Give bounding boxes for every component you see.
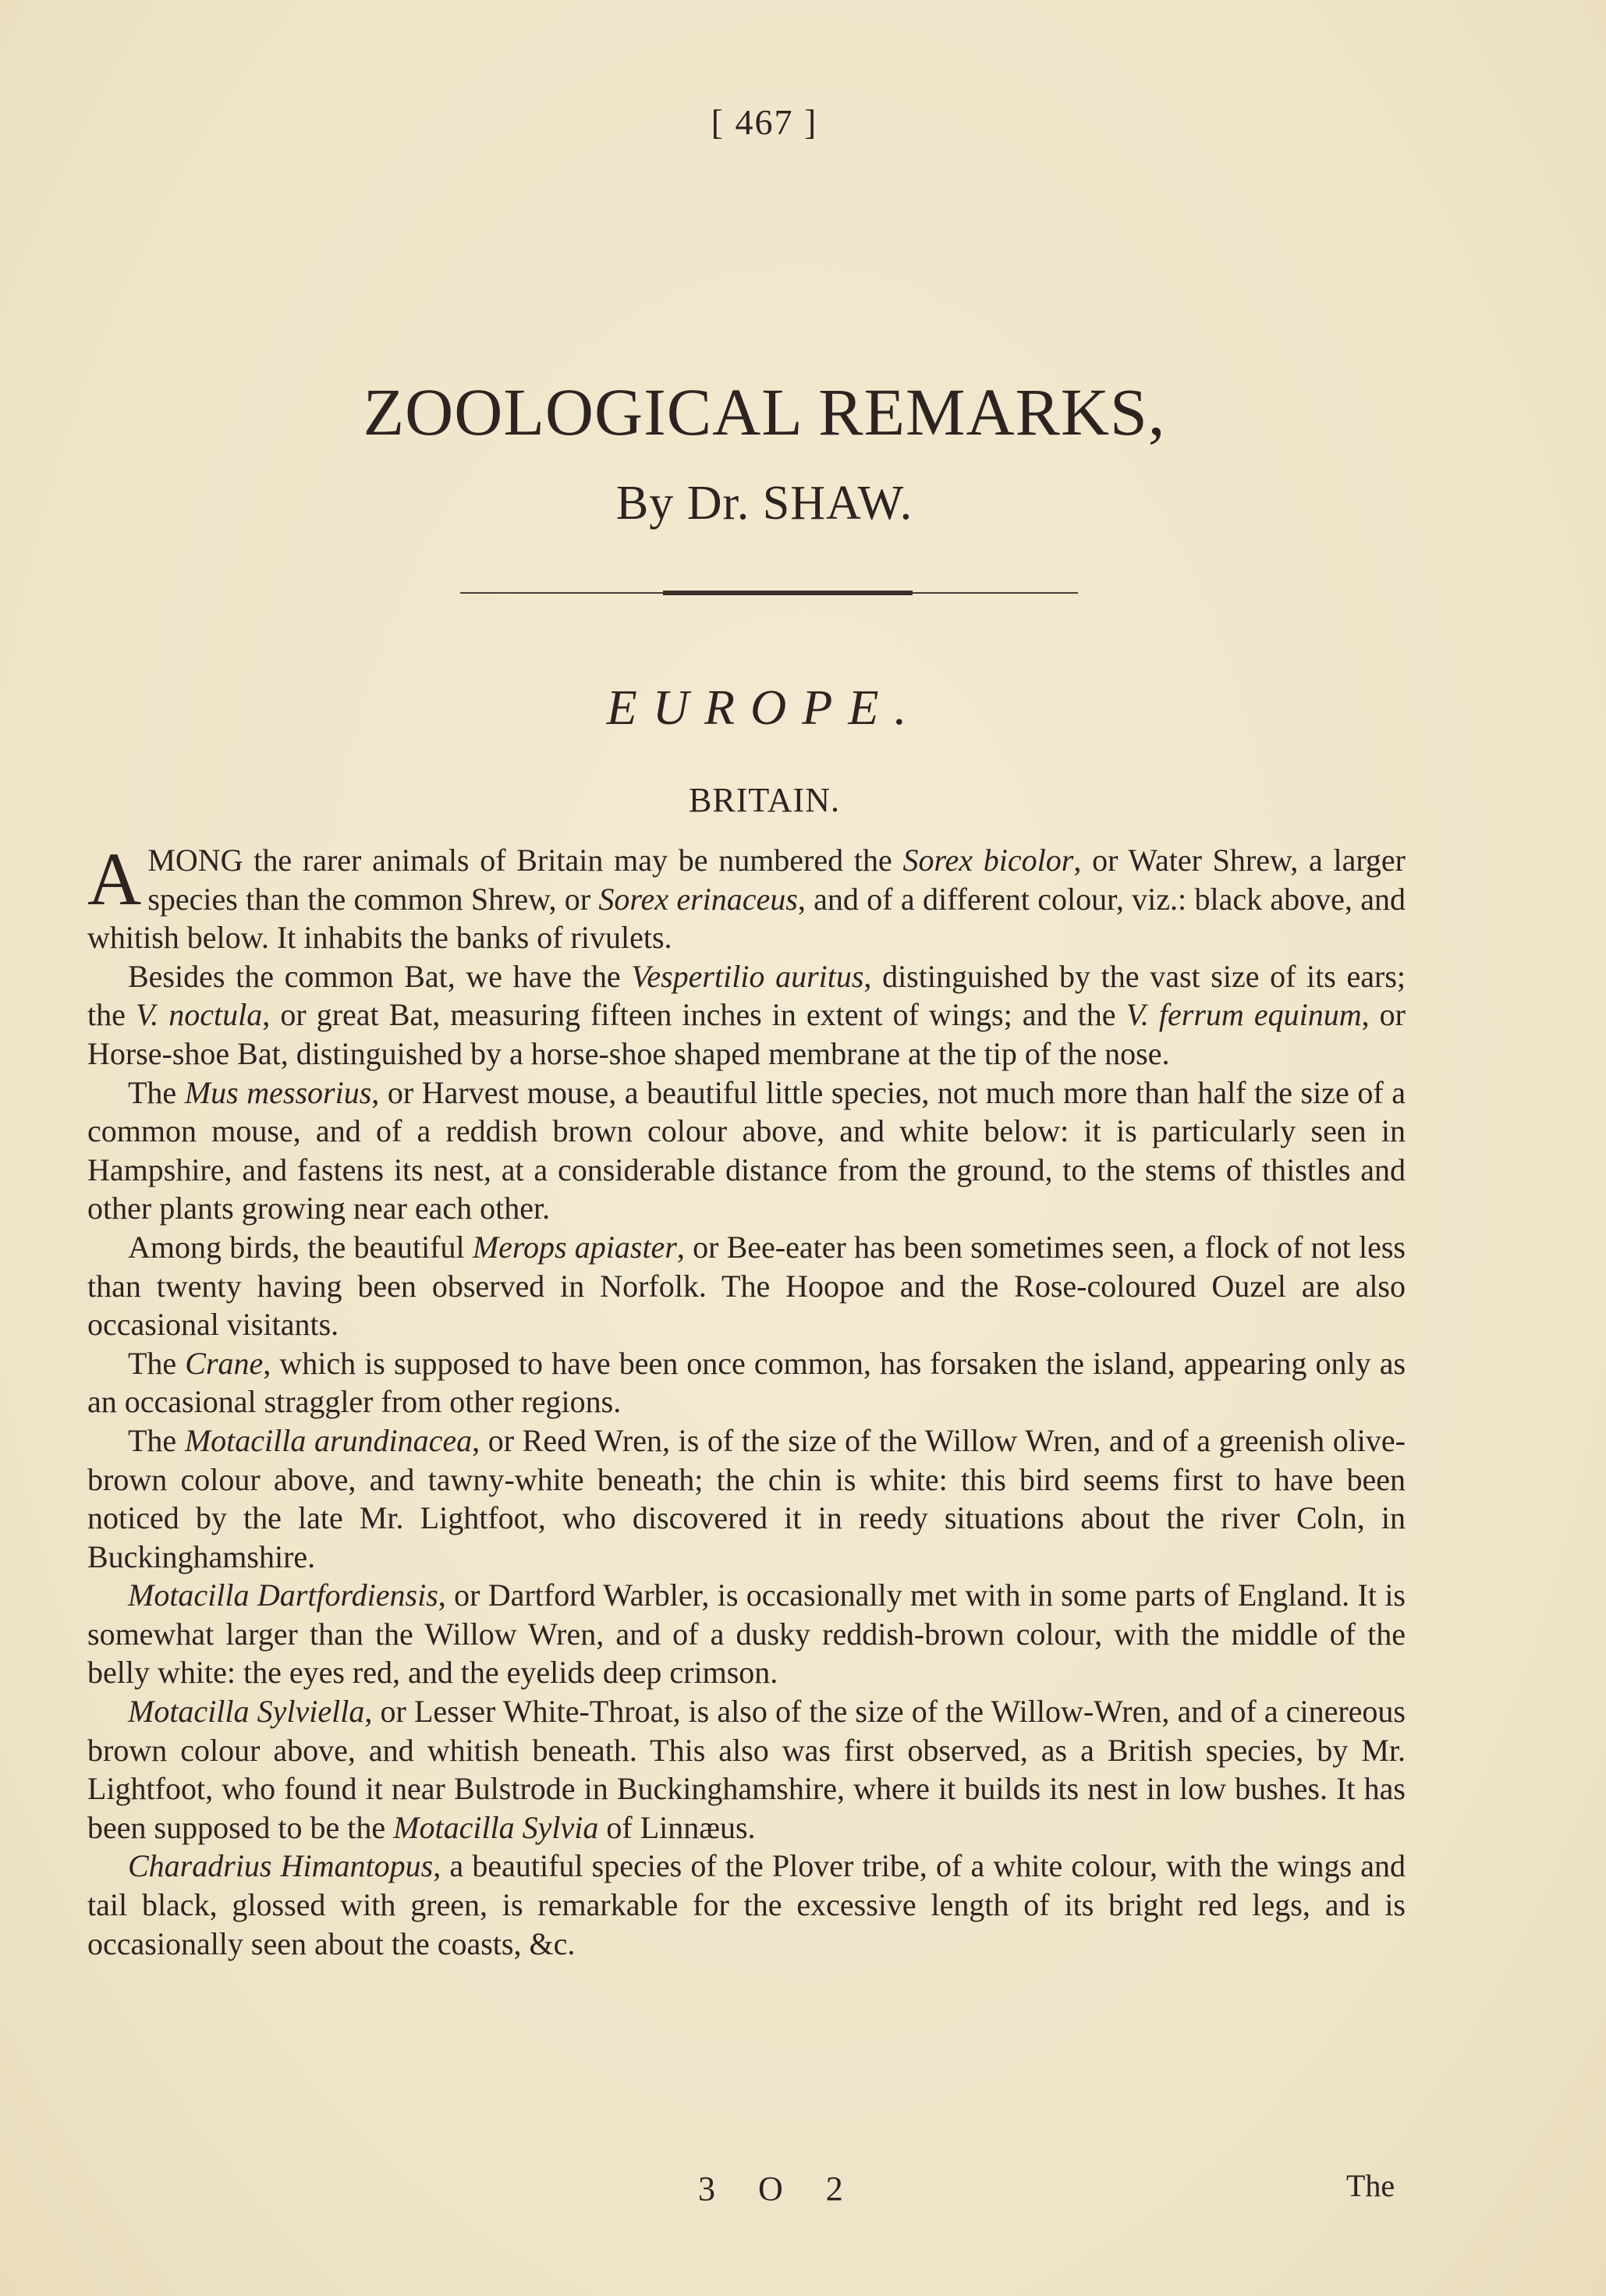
species-name: Motacilla Sylviella	[128, 1694, 365, 1730]
species-name: Motacilla Dartfordiensis	[128, 1577, 438, 1613]
text-run: Among birds, the beautiful	[128, 1229, 473, 1265]
text-run: , or Reed Wren, is of the size of the Willow Wren, and of a greenish olive-brown colour above, and tawny-white beneath; the chin is white: this bird seems first to have been noticed by the late Mr. Lightfoot, who discovered it in reedy situations about the river Coln, in Buckinghamshire.	[87, 1422, 1406, 1574]
paragraph	[87, 1847, 1406, 1963]
paragraph	[87, 1421, 1406, 1576]
text-run: Besides the common Bat, we have the	[128, 958, 632, 994]
paragraph	[87, 1228, 1406, 1344]
species-name: Motacilla arundinacea	[184, 1422, 473, 1458]
catchword: The	[1346, 2168, 1395, 2203]
section-heading: EUROPE.	[606, 680, 923, 735]
text-run: , or Bee-eater has been sometimes seen, a flock of not less than twenty having been observed in Norfolk. The Hoopoe and the Rose-coloured Ouzel are also occasional visitants.	[87, 1229, 1406, 1343]
paragraph	[87, 1576, 1406, 1692]
article-title: ZOOLOGICAL REMARKS,	[363, 374, 1166, 449]
text-run: , or great Bat, measuring fifteen inches in extent of wings; and the	[262, 997, 1126, 1033]
paragraph	[87, 957, 1406, 1073]
species-name: V. noctula	[135, 997, 263, 1033]
text-run: , which is supposed to have been once common, has forsaken the island, appearing only as an occasional straggler from other regions.	[87, 1345, 1406, 1420]
text-run: , or Harvest mouse, a beautiful little species, not much more than half the size of a common mouse, and of a reddish brown colour above, and white below: it is particularly seen in Hampshire, and fastens its nest, at a considerable distance from the ground, to the stems of thistles and other plants growing near each other.	[87, 1074, 1406, 1226]
body-text	[87, 837, 1406, 1963]
text-run: , or Lesser White-Throat, is also of the size of the Willow-Wren, and of a cinereous brown colour above, and whitish beneath. This also was first observed, as a British species, by Mr. Lightfoot, who found it near Bulstrode in Buckinghamshire, where it builds its nest in low bushes. It has been supposed to be the	[87, 1694, 1406, 1845]
text-run: MONG the rarer animals of Britain may be numbered the	[147, 843, 903, 878]
text-run: , or Horse-shoe Bat, distinguished by a horse-shoe shaped membrane at the tip of the nose.	[87, 997, 1406, 1071]
text-run: of Linnæus.	[598, 1809, 756, 1845]
species-name: Merops apiaster	[472, 1229, 677, 1265]
species-name: V. ferrum equinum	[1126, 997, 1362, 1033]
species-name: Sorex bicolor	[902, 843, 1074, 878]
text-run: , distinguished by the vast size of its ears; the	[87, 958, 1406, 1033]
species-name: Crane	[185, 1345, 264, 1381]
signature-mark: 3 O 2	[698, 2170, 860, 2208]
species-name: Vespertilio auritus	[631, 958, 864, 994]
text-run: , and of a different colour, viz.: black above, and whitish below. It inhabits the banks of rivulets.	[87, 881, 1406, 956]
paragraph	[87, 1344, 1406, 1421]
text-run: , a beautiful species of the Plover tribe, of a white colour, with the wings and tail black, glossed with green, is remarkable for the excessive length of its bright red legs, and is occasionally seen about the coasts, &c.	[87, 1848, 1406, 1961]
paragraph	[87, 1692, 1406, 1847]
text-run: The	[128, 1074, 185, 1110]
page-number: [ 467 ]	[711, 102, 818, 142]
species-name: Sorex erinaceus	[598, 881, 798, 917]
text-run: The	[128, 1345, 186, 1381]
paragraph	[87, 837, 1406, 957]
text-run: , or Water Shrew, a larger species than the common Shrew, or	[147, 843, 1406, 917]
author-byline: By Dr. SHAW.	[615, 477, 913, 530]
drop-cap: A	[87, 837, 142, 921]
text-run: The	[128, 1422, 185, 1458]
paragraph	[87, 1073, 1406, 1228]
text-run: , or Dartford Warbler, is occasionally met with in some parts of England. It is somewhat larger than the Willow Wren, and of a dusky reddish-brown colour, with the middle of the belly white: the eyes red, and the eyelids deep crimson.	[87, 1577, 1406, 1691]
species-name: Mus messorius	[184, 1074, 372, 1110]
species-name: Charadrius Himantopus	[128, 1848, 434, 1884]
species-name: Motacilla Sylvia	[393, 1809, 599, 1845]
subsection-heading: BRITAIN.	[689, 781, 840, 819]
